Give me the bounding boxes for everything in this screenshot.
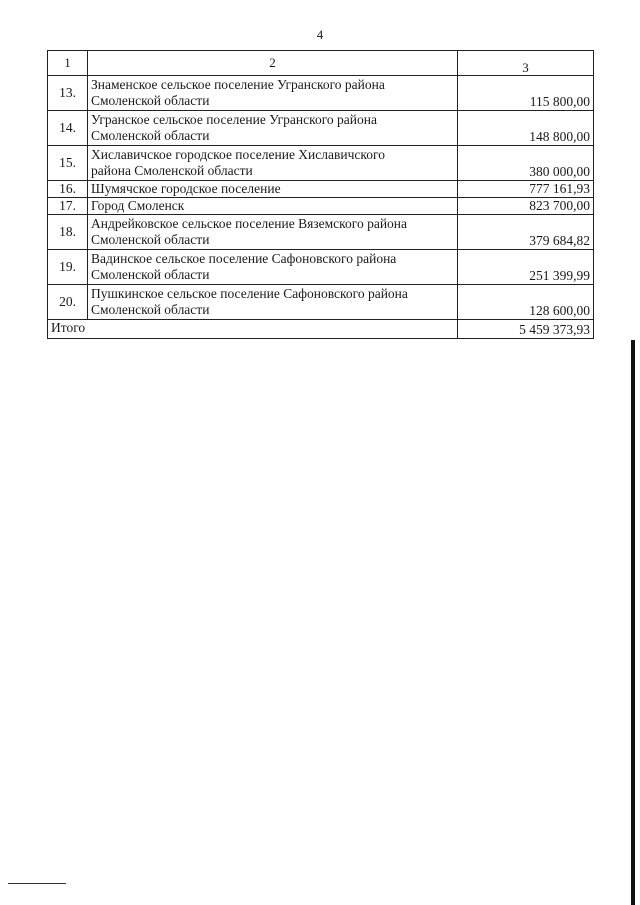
row-number: 19. xyxy=(48,250,88,285)
amount-cell: 128 600,00 xyxy=(458,285,594,320)
municipality-name xyxy=(88,146,458,181)
amount-cell: 380 000,00 xyxy=(458,146,594,181)
header-col-2: 2 xyxy=(88,51,458,76)
row-number: 14. xyxy=(48,111,88,146)
table-row xyxy=(48,250,594,285)
table-row xyxy=(48,198,594,215)
municipality-name xyxy=(88,250,458,285)
name-line: Пушкинское сельское поселение Сафоновского района xyxy=(91,286,408,301)
row-number: 17. xyxy=(48,198,88,215)
table-row xyxy=(48,285,594,320)
total-label: Итого xyxy=(48,320,458,339)
name-line: Хиславичское городское поселение Хиславичского xyxy=(91,147,385,162)
scan-edge-bar xyxy=(631,340,635,905)
name-line: Смоленской области xyxy=(91,232,210,247)
amount-cell: 115 800,00 xyxy=(458,76,594,111)
table-row xyxy=(48,76,594,111)
table-header-row xyxy=(48,51,594,76)
municipality-name xyxy=(88,111,458,146)
municipality-name: Шумячское городское поселение xyxy=(88,181,458,198)
amount-cell: 148 800,00 xyxy=(458,111,594,146)
name-line: Знаменское сельское поселение Угранского района xyxy=(91,77,385,92)
name-line: Угранское сельское поселение Угранского района xyxy=(91,112,377,127)
amount-cell: 823 700,00 xyxy=(458,198,594,215)
table-row xyxy=(48,146,594,181)
table-row xyxy=(48,111,594,146)
name-line: Смоленской области xyxy=(91,267,210,282)
amount-cell: 777 161,93 xyxy=(458,181,594,198)
municipality-name xyxy=(88,76,458,111)
page-number: 4 xyxy=(316,27,324,42)
name-line: Андрейковское сельское поселение Вяземского района xyxy=(91,216,408,231)
name-line: района Смоленской области xyxy=(91,163,253,178)
municipality-name xyxy=(88,215,458,250)
table-row xyxy=(48,181,594,198)
row-number: 20. xyxy=(48,285,88,320)
total-amount: 5 459 373,93 xyxy=(458,320,594,339)
total-row xyxy=(48,320,594,339)
row-number: 15. xyxy=(48,146,88,181)
municipality-name xyxy=(88,285,458,320)
name-line: Смоленской области xyxy=(91,93,210,108)
row-number: 18. xyxy=(48,215,88,250)
name-line: Смоленской области xyxy=(91,302,210,317)
row-number: 16. xyxy=(48,181,88,198)
header-col-3: 3 xyxy=(458,51,594,76)
name-line: Смоленской области xyxy=(91,128,210,143)
amount-cell: 251 399,99 xyxy=(458,250,594,285)
row-number: 13. xyxy=(48,76,88,111)
header-col-1: 1 xyxy=(48,51,88,76)
allocation-table xyxy=(47,50,594,339)
amount-cell: 379 684,82 xyxy=(458,215,594,250)
footer-rule xyxy=(8,883,66,884)
municipality-name: Город Смоленск xyxy=(88,198,458,215)
name-line: Вадинское сельское поселение Сафоновского района xyxy=(91,251,397,266)
table-row xyxy=(48,215,594,250)
